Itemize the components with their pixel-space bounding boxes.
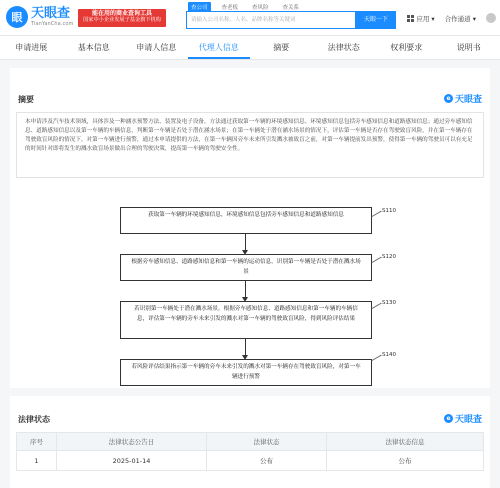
flow-step-s140: 若风险评估结果指示第一车辆的旁车未来引发的溅水对第一车辆存在驾驶致盲风险，对第一车辆进行预警	[120, 359, 372, 386]
step-num-s140: S140	[382, 352, 396, 358]
cooperate-label: 合作通道	[444, 14, 471, 23]
search-tab-boss[interactable]: 查老板	[221, 5, 239, 11]
legal-status-section	[10, 396, 490, 488]
leader-line	[372, 355, 382, 361]
brand-name: 天眼查	[31, 6, 71, 21]
apps-label: 应用	[416, 14, 430, 23]
col-header-date: 法律状态公告日	[57, 433, 207, 451]
col-header-status: 法律状态	[207, 433, 327, 451]
apps-grid-icon	[407, 15, 414, 22]
step-num-s110: S110	[382, 208, 396, 214]
flow-step-s130: 若识别第一车辆处于潜在溅水场景，根据旁车感知信息、道路感知信息和第一车辆的车辆信息，评估第一车辆的旁车未来引发的溅水对第一车辆的驾驶致盲风险，得到风险评估结果	[120, 301, 372, 339]
cooperate-menu[interactable]: 合作通道 ▾	[444, 14, 476, 23]
tianyancha-logo-icon: 眼	[6, 6, 28, 28]
tab-progress[interactable]: 申请进展	[15, 43, 48, 52]
tab-agent[interactable]: 代理人信息	[188, 36, 251, 59]
flow-step-s110: 获取第一车辆的环境感知信息，环境感知信息包括旁车感知信息和道路感知信息	[120, 207, 372, 234]
top-bar	[0, 0, 500, 36]
flowchart	[10, 68, 490, 388]
abstract-title: 摘要	[18, 95, 34, 104]
abstract-text: 本申请涉及汽车技术领域，具体涉及一种涵水预警方法、装置及电子设备，方法通过获取第一车辆的环境感知信息、环境感知信息包括旁车感知信息和道路感知信息；通过旁车感知信息、道路感知信息以及第一车辆的车辆信息，判断第一车辆是否处于潜在涵水场景；在第一车辆处于潜在涵水场景的情况下，评估第一车辆是否存在驾驶致盲风险，并在第一车辆存在驾驶致盲风险的情况下，对第一车辆进行预警，通过本申请提供的方法，在第一车辆因旁车未来所引发溅水被致盲之前，对第一车辆提前发出预警，使得第一车辆的驾驶员可以有充足的时间针对即将发生的溅水致盲场景做出合理的驾驶决策，提高第一车辆的驾驶安全性。	[16, 112, 484, 178]
tab-applicant[interactable]: 申请人信息	[136, 43, 177, 52]
tab-description[interactable]: 说明书	[456, 43, 481, 52]
table-row	[17, 451, 484, 471]
legal-title: 法律状态	[18, 415, 50, 424]
flow-step-s120: 根据旁车感知信息、道路感知信息和第一车辆的运动信息，识别第一车辆是否处于潜在溅水场景	[120, 254, 372, 281]
cell-date: 2025-01-14	[57, 451, 207, 471]
brand-logo[interactable]	[6, 6, 74, 28]
tab-claims[interactable]: 权利要求	[390, 43, 423, 52]
flow-arrow	[245, 281, 246, 298]
flow-arrow	[245, 339, 246, 356]
leader-line	[372, 257, 382, 263]
abstract-brand-label: 天眼查	[454, 95, 482, 105]
detail-tabs	[0, 36, 500, 60]
tianyancha-small-icon: e	[444, 94, 453, 103]
tab-basic-info[interactable]: 基本信息	[77, 43, 110, 52]
cell-status: 公布	[207, 451, 327, 471]
search-input[interactable]: 请输入公司名称、人名、品牌名称等关键词	[186, 11, 356, 29]
tab-abstract[interactable]: 摘要	[273, 43, 290, 52]
brand-url: TianYanCha.com	[31, 21, 74, 27]
promo-banner[interactable]	[78, 9, 166, 27]
promo-line1: 能在用的商业查询工具	[91, 10, 152, 17]
tab-legal-status[interactable]: 法律状态	[327, 43, 360, 52]
legal-brand	[444, 412, 482, 425]
legal-status-table	[16, 432, 484, 471]
leader-line	[372, 303, 382, 309]
leader-line	[372, 211, 382, 217]
avatar[interactable]	[486, 13, 496, 23]
col-header-index: 序号	[17, 433, 57, 451]
abstract-section	[10, 68, 490, 388]
col-header-status-info: 法律状态信息	[327, 433, 484, 451]
tianyancha-small-icon: e	[444, 414, 453, 423]
search-button[interactable]: 天眼一下	[356, 11, 396, 29]
step-num-s120: S120	[382, 254, 396, 260]
search-tab-company[interactable]: 查公司	[188, 2, 211, 12]
flow-arrow	[245, 234, 246, 251]
cell-index: 1	[17, 451, 57, 471]
step-num-s130: S130	[382, 300, 396, 306]
promo-line2: 国家中小企业发展子基金旗下机构	[83, 16, 161, 23]
apps-menu[interactable]: 应用 ▾	[407, 14, 434, 23]
search-tab-risk[interactable]: 查风险	[252, 5, 269, 11]
cell-status-info: 公布	[327, 451, 484, 471]
search-tab-relation[interactable]: 查关系	[282, 5, 300, 11]
legal-brand-label: 天眼查	[454, 415, 482, 425]
